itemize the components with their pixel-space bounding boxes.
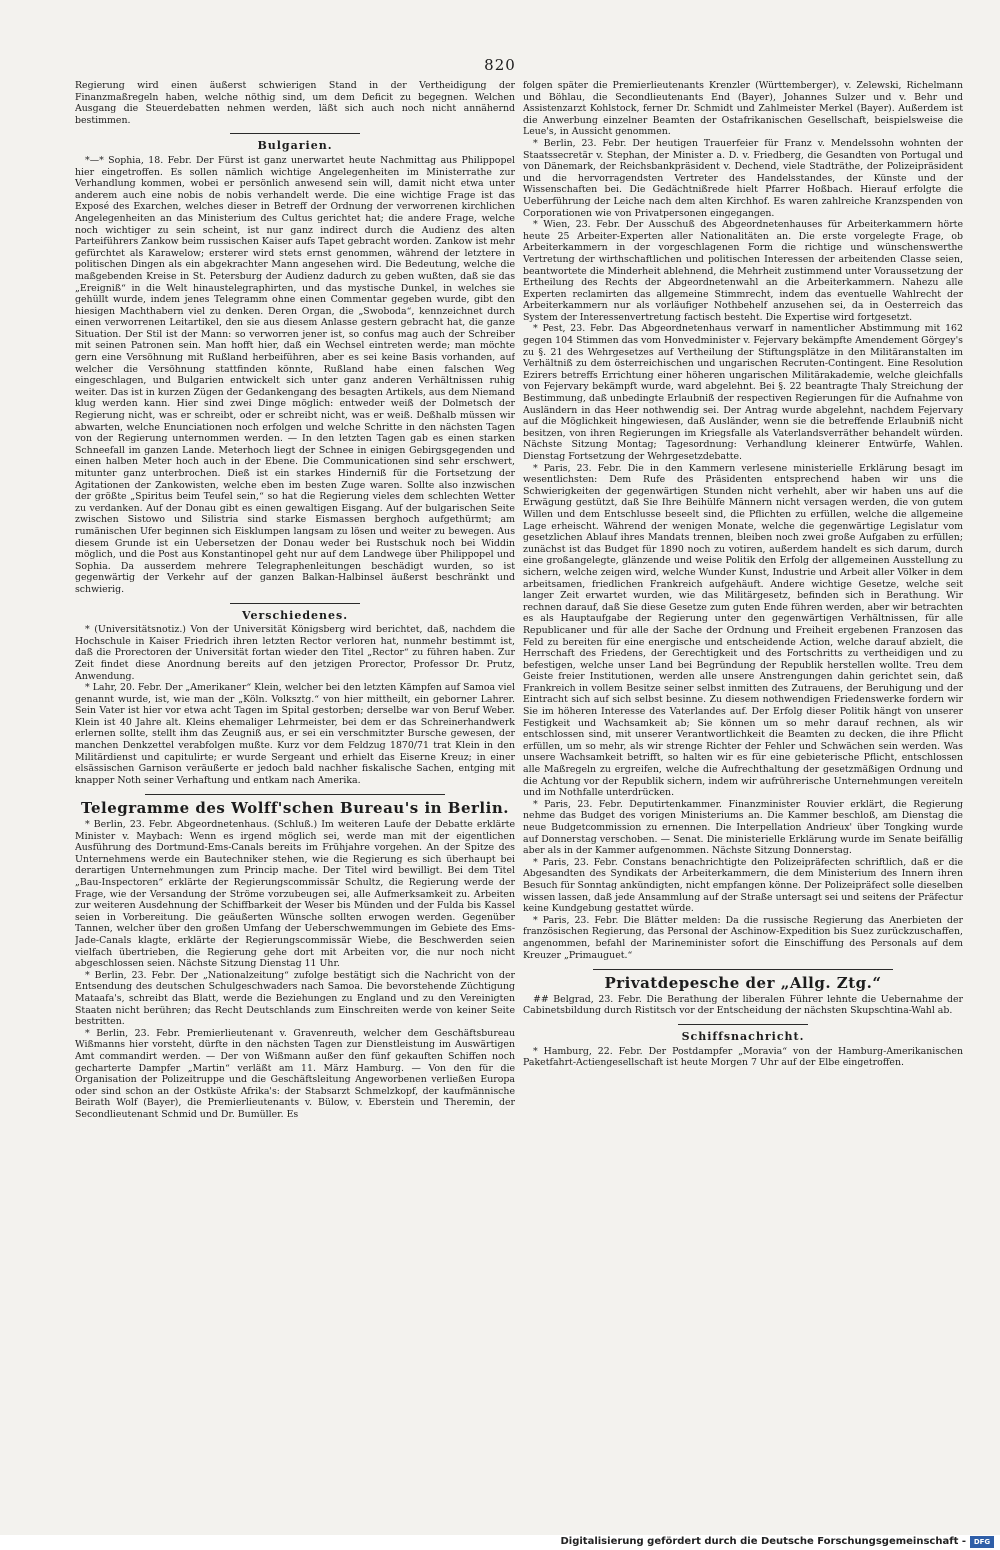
section-divider [230, 603, 360, 604]
article-continuation: folgen später die Premierlieutenants Krenzler (Württemberger), v. Zelewski, Richelmann und Böhlau, die Secondlieutenants End (Bayer), Johannes Sulzer und v. Behr und Assistenzarzt Kohlstock, ferner Dr. Schmidt und Zahlmeister Merkel (Bayer). Außerdem ist die Anwerbung einzelner Beamten der Ostafrikanischen Gesellschaft, beispielsweise die Leue's, in Aussicht genommen. [523, 80, 963, 138]
page-number: 820 [484, 56, 516, 74]
article-paragraph: * Paris, 23. Febr. Die in den Kammern verlesene ministerielle Erklärung besagt im wesentlichsten: Dem Rufe des Präsidenten entsprechend haben wir uns die Schwierigkeiten der gegenwärtigen Stunden nicht verhehlt, aber wir haben uns auf die Erwägung gestützt, daß Sie Ihre Beihülfe Männern nicht versagen werden, die von gutem Willen und dem Entschlusse beseelt sind, die Pflichten zu erfüllen, welche die allgemeine Lage erheischt. Während der wenigen Monate, welche die gegenwärtige Legislatur vom gesetzlichen Ablauf ihres Mandats trennen, bleiben noch zwei große Aufgaben zu erfüllen; zunächst ist das Budget für 1890 noch zu votiren, außerdem handelt es sich darum, durch eine großangelegte, glänzende und weise Politik den Erfolg der allgemeinen Ausstellung zu sichern, welche zeigen wird, welche Wunder Kunst, Industrie und Arbeit aller Völker in dem arbeitsamen, friedlichen Frankreich aufgehäuft. Andere wichtige Gesetze, welche seit langer Zeit erwartet wurden, wie das Militärgesetz, befinden sich in Berathung. Wir rechnen darauf, daß Sie diese Gesetze zum guten Ende führen werden, aber wir betrachten es als Hauptaufgabe der Regierung unter den gegenwärtigen Verhältnissen, für alle Republicaner und für alle der Sache der Ordnung und Freiheit ergebenen Franzosen das Feld zu bereiten für eine energische und entscheidende Action, welche darauf abzielt, die Herrschaft des Friedens, der Gerechtigkeit und des Fortschritts zu vertheidigen und zu befestigen, welche unser Land bei Begründung der Republik herstellen wollte. Treu dem Geiste freier Institutionen, werden alle unsere Anstrengungen dahin gerichtet sein, daß Frankreich in vollem Besitze seiner selbst inmitten des Zutrauens, der Beruhigung und der Eintracht sich auf sich selbst besinne. Zu diesem nothwendigen Friedenswerke fordern wir Sie im höheren Interesse des Vaterlandes auf. Der Erfolg dieser Politik hängt von unserer Festigkeit und Wachsamkeit ab; Sie können um so mehr darauf rechnen, als wir entschlossen sind, mit unserer Verantwortlichkeit die Beamten zu decken, die ihre Pflicht erfüllen, um so mehr, als wir strenge Richter der Fehler und Schwächen sein werden. Was unsere Wachsamkeit betrifft, so halten wir es für eine gebieterische Pflicht, entschlossen alle Maßregeln zu ergreifen, welche die Aufrechthaltung der gesetzmäßigen Ordnung und die Achtung vor der Republik sichern, indem wir aufrührerische Unternehmungen vereiteln und im Nothfalle unterdrücken. [523, 462, 963, 799]
article-paragraph: ## Belgrad, 23. Febr. Die Berathung der liberalen Führer lehnte die Uebernahme der Cabinetsbildung durch Ristitsch vor der Entscheidung der nächsten Skupschtina-Wahl ab. [523, 993, 963, 1017]
section-heading-bulgarien: Bulgarien. [257, 139, 333, 153]
left-column [75, 80, 515, 1530]
article-paragraph: * (Universitätsnotiz.) Von der Universität Königsberg wird berichtet, daß, nachdem die Hochschule in Kaiser Friedrich ihren letzten Rector verloren hat, nunmehr bestimmt ist, daß die Prorectoren der Universität fortan wieder den Titel „Rector“ zu führen haben. Zur Zeit findet diese Anordnung bereits auf den jetzigen Prorector, Professor Dr. Prutz, Anwendung. [75, 624, 515, 682]
section-heading-verschiedenes: Verschiedenes. [241, 608, 349, 622]
section-divider [230, 133, 360, 134]
section-divider [145, 794, 445, 795]
article-paragraph: * Wien, 23. Febr. Der Ausschuß des Abgeordnetenhauses für Arbeiterkammern hörte heute 25 Arbeiter-Experten aller Nationalitäten an. Die erste vorgelegte Frage, ob Arbeiterkammern in der vorgeschlagenen Form die richtige und wünschenswerthe Vertretung der wirthschaftlichen und politischen Interessen der arbeitenden Classe seien, beantwortete die Minderheit ablehnend, die Mehrheit zustimmend unter Voraussetzung der Ertheilung des Rechts der Abgeordnetenwahl an die Arbeiterkammern. Nahezu alle Experten reclamirten das allgemeine Stimmrecht, indem das eventuelle Wahlrecht der Arbeiterkammern nur als vorläufiger Nothbehelf anzusehen sei, da in Oesterreich das System der Interessenvertretung factisch besteht. Die Expertise wird fortgesetzt. [523, 219, 963, 323]
article-paragraph: * Pest, 23. Febr. Das Abgeordnetenhaus verwarf in namentlicher Abstimmung mit 162 gegen 104 Stimmen das vom Honvedminister v. Fejervary bekämpfte Amendement Görgey's zu §. 21 des Wehrgesetzes auf Vertheilung der Stiftungsplätze in den Militäranstalten im Verhältniß zu dem österreichischen und ungarischen Recruten-Contingent. Eine Resolution Ezirers betreffs Errichtung einer höheren ungarischen Militärakademie, welche gleichfalls von Fejervary bekämpft wurde, ward abgelehnt. Bei §. 22 beantragte Thaly Streichung der Bestimmung, daß unbedingte Erlaubniß der respectiven Regierungen für die Aufnahme von Ausländern in das Heer nothwendig sei. Der Antrag wurde abgelehnt, nachdem Fejervary auf die Möglichkeit hingewiesen, daß Ausländer, wenn sie die betreffende Erlaubniß nicht besitzen, von ihren Regierungen im Kriegsfalle als Vaterlandsverräther behandelt würden. Nächste Sitzung Montag; Tagesordnung: Verhandlung kleinerer Entwürfe, Wahlen. Dienstag Fortsetzung der Wehrgesetzdebatte. [523, 323, 963, 462]
section-heading-schiffsnachricht: Schiffsnachricht. [681, 1029, 805, 1043]
section-divider [678, 1024, 808, 1025]
section-divider [593, 969, 893, 970]
article-paragraph: * Paris, 23. Febr. Die Blätter melden: Da die russische Regierung das Anerbieten der französischen Regierung, das Personal der Aschinow-Expedition bis Suez zurückzuschaffen, angenommen, befahl der Marineminister sofort die Einschiffung des Personals auf dem Kreuzer „Primauguet.“ [523, 914, 963, 961]
section-heading-privatdepesche: Privatdepesche der „Allg. Ztg.“ [604, 974, 882, 993]
right-column [523, 80, 963, 1530]
article-paragraph: * Paris, 23. Febr. Constans benachrichtigte den Polizeipräfecten schriftlich, daß er die Abgesandten des Syndikats der Arbeiterkammern, die dem Ministerium des Innern ihren Besuch für Sonntag ankündigten, nicht empfangen könne. Der Polizeipräfect solle dieselben wissen lassen, daß jede Ansammlung auf der Straße untersagt sei und seitens der Präfectur keine Kundgebung gestattet würde. [523, 856, 963, 915]
article-paragraph: * Berlin, 23. Febr. Premierlieutenant v. Gravenreuth, welcher dem Geschäftsbureau Wißmanns hier vorsteht, dürfte in den nächsten Tagen zur Dienstleistung im Auswärtigen Amt commandirt werden. — Der von Wißmann außer den fünf gekauften Schiffen noch gecharterte Dampfer „Martin“ verläßt am 11. März Hamburg. — Von den für die Organisation der Polizeitruppe und die Geschäftsleitung Angeworbenen verließen Europa oder sind schon an der Ostküste Afrika's: der Stabsarzt Schmelzkopf, der kaufmännische Beirath Wolf (Bayer), die Premierlieutenants v. Bülow, v. Eberstein und Theremin, der Secondlieutenant Schmid und Dr. Bumüller. Es [75, 1027, 515, 1120]
funding-notice: Digitalisierung gefördert durch die Deutsche Forschungsgemeinschaft - [560, 1536, 966, 1547]
article-paragraph: *—* Sophia, 18. Febr. Der Fürst ist ganz unerwartet heute Nachmittag aus Philippopel hier eingetroffen. Es sollen nämlich wichtige Angelegenheiten im Ministerrathe zur Verhandlung kommen, wobei er persönlich anwesend sein will, damit nicht etwa unter anderem auch eine nobis de nobis verhandelt werde. Die eine wichtige Frage ist das Exposé des Exarchen, welches dieser in Betreff der Ordnung der verworrenen kirchlichen Angelegenheiten an das Ministerium des Cultus gerichtet hat; die andere Frage, welche noch wichtiger zu sein scheint, ist nur ganz indirect durch die Audienz des alten Parteiführers Zankow beim russischen Kaiser aufs Tapet gebracht worden. Zankow ist mehr gefürchtet als Karawelow; ersterer wird stets ernst genommen, während der letztere in politischen Dingen als ein abgekrachter Mann angesehen wird. Die Bedeutung, welche die maßgebenden Kreise in St. Petersburg der Audienz dadurch zu geben wußten, daß sie das „Ereigniß“ in die Welt hinaustelegraphirten, und das mystische Dunkel, in welches sie gehüllt wurde, indem jenes Telegramm ohne einen Commentar gegeben wurde, gibt den hiesigen Machthabern viel zu denken. Deren Organ, die „Swoboda“, kennzeichnet durch einen verworrenen Leitartikel, den sie aus diesem Anlasse gestern gebracht hat, die ganze Situation. Der Stil ist der Mann: so verworren jener ist, so confus mag auch der Schreiber mit seinen Patronen sein. Man hofft hier, daß ein Wechsel eintreten werde; man möchte gern eine Versöhnung mit Rußland herbeiführen, aber es sei keine Basis vorhanden, auf welcher die Versöhnung stattfinden könnte, Rußland habe einen falschen Weg eingeschlagen, und Bulgarien entwickelt sich unter ganz anderen Verhältnissen ruhig weiter. Das ist in kurzen Zügen der Gedankengang des besagten Artikels, aus dem Niemand klug werden kann. Hier sind zwei Dinge möglich: entweder weiß der Dolmetsch der Regierung nicht, was er schreibt, oder er schreibt nicht, was er weiß. Deßhalb müssen wir abwarten, welche Enunciationen noch erfolgen und welche Schritte in den nächsten Tagen von der Regierung unternommen werden. — In den letzten Tagen gab es einen starken Schneefall im ganzen Lande. Meterhoch liegt der Schnee in einigen Gebirgsgegenden und einen halben Meter hoch auch in der Ebene. Die Communicationen sind sehr erschwert, mitunter ganz unterbrochen. Dieß ist ein starkes Hinderniß für die Fortsetzung der Agitationen der Zankowisten, welche eben im besten Zuge waren. Sollte also inzwischen der größte „Spiritus beim Teufel sein,“ so hat die Regierung vieles dem schlechten Wetter zu verdanken. Auf der Donau gibt es einen gewaltigen Eisgang. Auf der bulgarischen Seite zwischen Sistowo und Silistria sind starke Eismassen berghoch aufgethürmt; am rumänischen Ufer beginnen sich Eisklumpen langsam zu lösen und weiter zu bewegen. Aus diesem Grunde ist ein Uebersetzen der Donau weder bei Rustschuk noch bei Widdin möglich, und die Post aus Konstantinopel geht nur auf dem Landwege über Philippopel und Sophia. Da ausserdem mehrere Telegraphenleitungen beschädigt wurden, so ist gegenwärtig der Verkehr auf der ganzen Balkan-Halbinsel äußerst beschränkt und schwierig. [75, 154, 515, 595]
article-paragraph: * Hamburg, 22. Febr. Der Postdampfer „Moravia“ von der Hamburg-Amerikanischen Paketfahrt-Actiengesellschaft ist heute Morgen 7 Uhr auf der Elbe eingetroffen. [523, 1045, 963, 1069]
article-paragraph: * Berlin, 23. Febr. Abgeordnetenhaus. (Schluß.) Im weiteren Laufe der Debatte erklärte Minister v. Maybach: Wenn es irgend möglich sei, werde man mit der eigentlichen Ausführung des Dortmund-Ems-Canals bereits im Frühjahre vorgehen. An der Spitze des Unternehmens werde ein Bautechniker stehen, wie die Regierung es sich überhaupt bei derartigen Unternehmungen zum Princip mache. Der Titel wird bewilligt. Bei dem Titel „Bau-Inspectoren“ erklärte der Regierungscommissär Schultz, die Regierung werde der Frage, wie der Versandung der Ströme vorzubeugen sei, alle Aufmerksamkeit zu. Arbeiten zur weiteren Ausdehnung der Schiffbarkeit der Weser bis Münden und der Fulda bis Kassel seien in Vorbereitung. Die geäußerten Wünsche sollten erwogen werden. Gegenüber Tannen, welcher über den großen Umfang der Ueberschwemmungen im Gebiete des Ems-Jade-Canals klagte, erklärte der Regierungscommissär Wiebe, die Beschwerden seien vielfach übertrieben, die Regierung gehe dort mit Arbeiten vor, die nur noch nicht abgeschlossen seien. Nächste Sitzung Dienstag 11 Uhr. [75, 819, 515, 970]
article-paragraph: * Lahr, 20. Febr. Der „Amerikaner“ Klein, welcher bei den letzten Kämpfen auf Samoa viel genannt wurde, ist, wie man der „Köln. Volksztg.“ von hier mittheilt, ein geborner Lahrer. Sein Vater ist hier vor etwa acht Tagen im Spital gestorben; derselbe war von Beruf Weber. Klein ist 40 Jahre alt. Kleins ehemaliger Lehrmeister, bei dem er das Schreinerhandwerk erlernen sollte, stellt ihm das Zeugniß aus, er sei ein verschmitzter Bursche gewesen, der manchen Denkzettel verabfolgen mußte. Kurz vor dem Feldzug 1870/71 trat Klein in den Militärdienst und capitulirte; er wurde Sergeant und erhielt das Eiserne Kreuz; in einer elsässischen Garnison veräußerte er jedoch bald nachher fiskalische Sachen, entging mit knapper Noth seiner Verhaftung und entkam nach Amerika. [75, 682, 515, 786]
article-continuation: Regierung wird einen äußerst schwierigen Stand in der Vertheidigung der Finanzmaßregeln haben, welche nöthig sind, um dem Deficit zu begegnen. Welchen Ausgang die Steuerdebatten nehmen werden, läßt sich auch noch nicht annähernd bestimmen. [75, 80, 515, 126]
section-heading-telegramme: Telegramme des Wolff'schen Bureau's in Berlin. [81, 799, 509, 818]
article-paragraph: * Paris, 23. Febr. Deputirtenkammer. Finanzminister Rouvier erklärt, die Regierung nehme das Budget des vorigen Ministeriums an. Die Kammer beschloß, am Dienstag die neue Budgetcommission zu ernennen. Die Interpellation Andrieux' über Tongking wurde auf Donnerstag verschoben. — Senat. Die ministerielle Erklärung wurde im Senate beifällig aber als in der Kammer aufgenommen. Nächste Sitzung Donnerstag. [523, 798, 963, 857]
article-paragraph: * Berlin, 23. Febr. Der heutigen Trauerfeier für Franz v. Mendelssohn wohnten der Staatssecretär v. Stephan, der Minister a. D. v. Friedberg, die Gesandten von Portugal und von Dänemark, der Reichsbankpräsident v. Dechend, viele Stadträthe, der Polizeipräsident und die hervorragendsten Vertreter des Handelsstandes, der Künste und der Wissenschaften bei. Die Gedächtnißrede hielt Pfarrer Hoßbach. Hierauf erfolgte die Ueberführung der Leiche nach dem alten Kirchhof. Es waren zahlreiche Kranzspenden von Corporationen wie von Privatpersonen eingegangen. [523, 137, 963, 219]
dfg-logo-icon: DFG [970, 1536, 994, 1548]
article-paragraph: * Berlin, 23. Febr. Der „Nationalzeitung“ zufolge bestätigt sich die Nachricht von der Entsendung des deutschen Schulgeschwaders nach Samoa. Die bevorstehende Züchtigung Mataafa's, schreibt das Blatt, werde die Beziehungen zu England und zu den Vereinigten Staaten nicht berühren; das Recht Deutschlands zum Einschreiten werde von keiner Seite bestritten. [75, 969, 515, 1028]
